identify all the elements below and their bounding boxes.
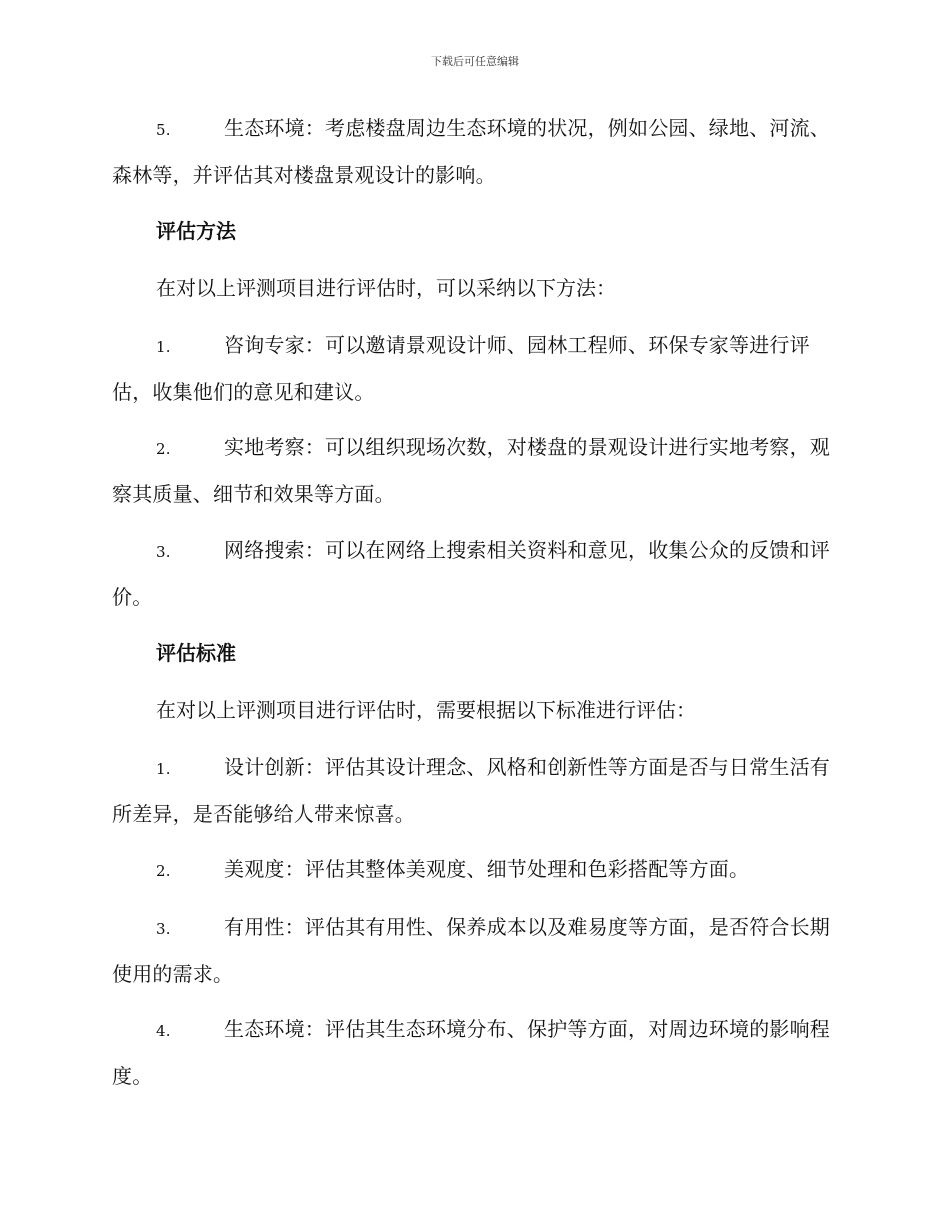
list-item — [112, 528, 834, 620]
list-text: 设计创新：评估其设计理念、风格和创新性等方面是否与日常生活有所差异，是否能够给人带来惊喜。 — [112, 755, 830, 826]
list-item — [112, 905, 834, 997]
list-text: 美观度：评估其整体美观度、细节处理和色彩搭配等方面。 — [224, 857, 750, 881]
list-number: 2. — [156, 440, 171, 458]
paragraph: 在对以上评测项目进行评估时，需要根据以下标准进行评估： — [156, 698, 696, 722]
page-header: 下载后可任意编辑 — [431, 55, 519, 68]
list-number: 2. — [156, 862, 171, 880]
list-text: 网络搜索：可以在网络上搜索相关资料和意见，收集公众的反馈和评价。 — [112, 538, 830, 609]
section-heading: 评估标准 — [156, 641, 236, 665]
list-text: 咨询专家：可以邀请景观设计师、园林工程师、环保专家等进行评估，收集他们的意见和建议。 — [112, 333, 810, 404]
list-number: 5. — [156, 121, 171, 139]
list-number: 1. — [156, 760, 171, 778]
list-number: 1. — [156, 338, 171, 356]
paragraph: 在对以上评测项目进行评估时，可以采纳以下方法： — [156, 276, 616, 300]
list-item — [112, 106, 834, 198]
list-text: 生态环境：评估其生态环境分布、保护等方面，对周边环境的影响程度。 — [112, 1017, 830, 1088]
list-item — [112, 323, 834, 415]
list-item — [112, 425, 834, 517]
list-text: 有用性：评估其有用性、保养成本以及难易度等方面，是否符合长期使用的需求。 — [112, 915, 830, 986]
list-item — [112, 1007, 834, 1099]
list-item — [112, 745, 834, 837]
list-number: 4. — [156, 1022, 171, 1040]
list-text: 生态环境：考虑楼盘周边生态环境的状况，例如公园、绿地、河流、森林等，并评估其对楼盘景观设计的影响。 — [112, 116, 830, 187]
section-heading: 评估方法 — [156, 219, 236, 243]
list-item — [112, 847, 834, 894]
list-text: 实地考察：可以组织现场次数，对楼盘的景观设计进行实地考察，观察其质量、细节和效果等方面。 — [112, 435, 830, 506]
list-number: 3. — [156, 543, 171, 561]
list-number: 3. — [156, 920, 171, 938]
